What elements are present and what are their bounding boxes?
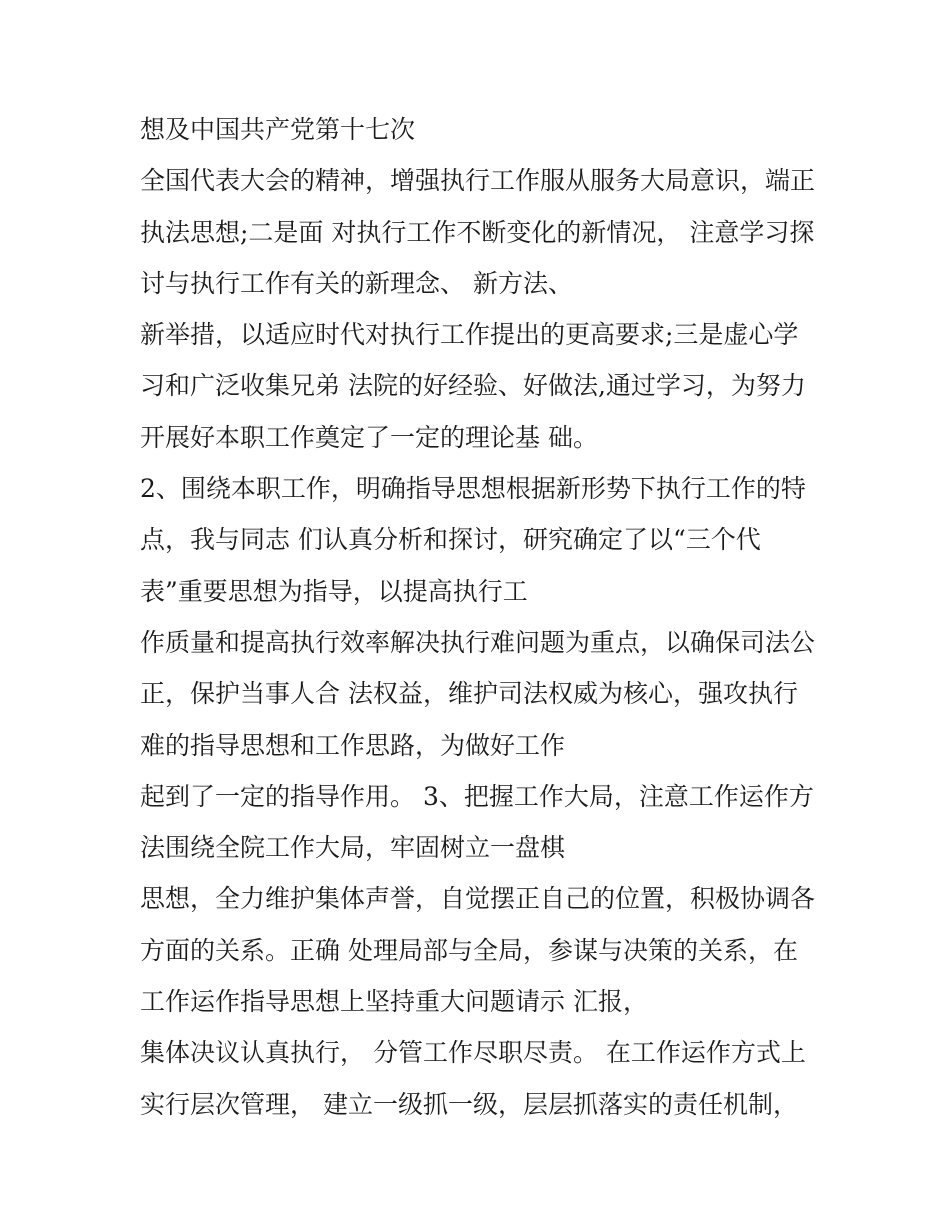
text-line: 思想，全力维护集体声誉，自觉摆正自己的位置，积极协调各 [140,884,816,914]
text-line: 方面的关系。正确 处理局部与全局，参谋与决策的关系，在 [140,935,798,965]
text-line: 难的指导思想和工作思路，为做好工作 [140,730,566,760]
text-line: 正，保护当事人合 法权益，维护司法权威为核心，强攻执行 [140,679,798,709]
text-line: 想及中国共产党第十七次 [140,115,416,144]
text-line: 表”重要思想为指导，以提高执行工 [140,576,528,606]
text-line: 工作运作指导思想上坚持重大问题请示 汇报， [140,987,648,1017]
text-line: 点，我与同志 们认真分析和探讨，研究确定了以“三个代 [140,525,761,555]
body-text [140,110,830,1136]
text-line: 法围绕全院工作大局，牢固树立一盘棋 [140,833,566,863]
text-line: 2、围绕本职工作，明确指导思想根据新形势下执行工作的特 [140,474,806,504]
text-line: 集体决议认真执行， 分管工作尽职尽责。 在工作运作方式上 [140,1038,806,1068]
text-line: 开展好本职工作奠定了一定的理论基 础。 [140,422,598,452]
text-line: 执法思想;二是面 对执行工作不断变化的新情况， 注意学习探 [140,217,815,247]
text-line: 习和广泛收集兄弟 法院的好经验、好做法,通过学习，为努力 [140,371,806,401]
text-line: 起到了一定的指导作用。 3、把握工作大局，注意工作运作方 [140,781,814,811]
text-line: 讨与执行工作有关的新理念、 新方法、 [140,268,573,298]
text-line: 全国代表大会的精神，增强执行工作服从服务大局意识，端正 [140,166,816,196]
text-line: 新举措，以适应时代对执行工作提出的更高要求;三是虚心学 [140,320,799,350]
text-line: 作质量和提高执行效率解决执行难问题为重点，以确保司法公 [140,627,816,657]
text-line: 实行层次管理， 建立一级抓一级，层层抓落实的责任机制， [140,1089,798,1119]
